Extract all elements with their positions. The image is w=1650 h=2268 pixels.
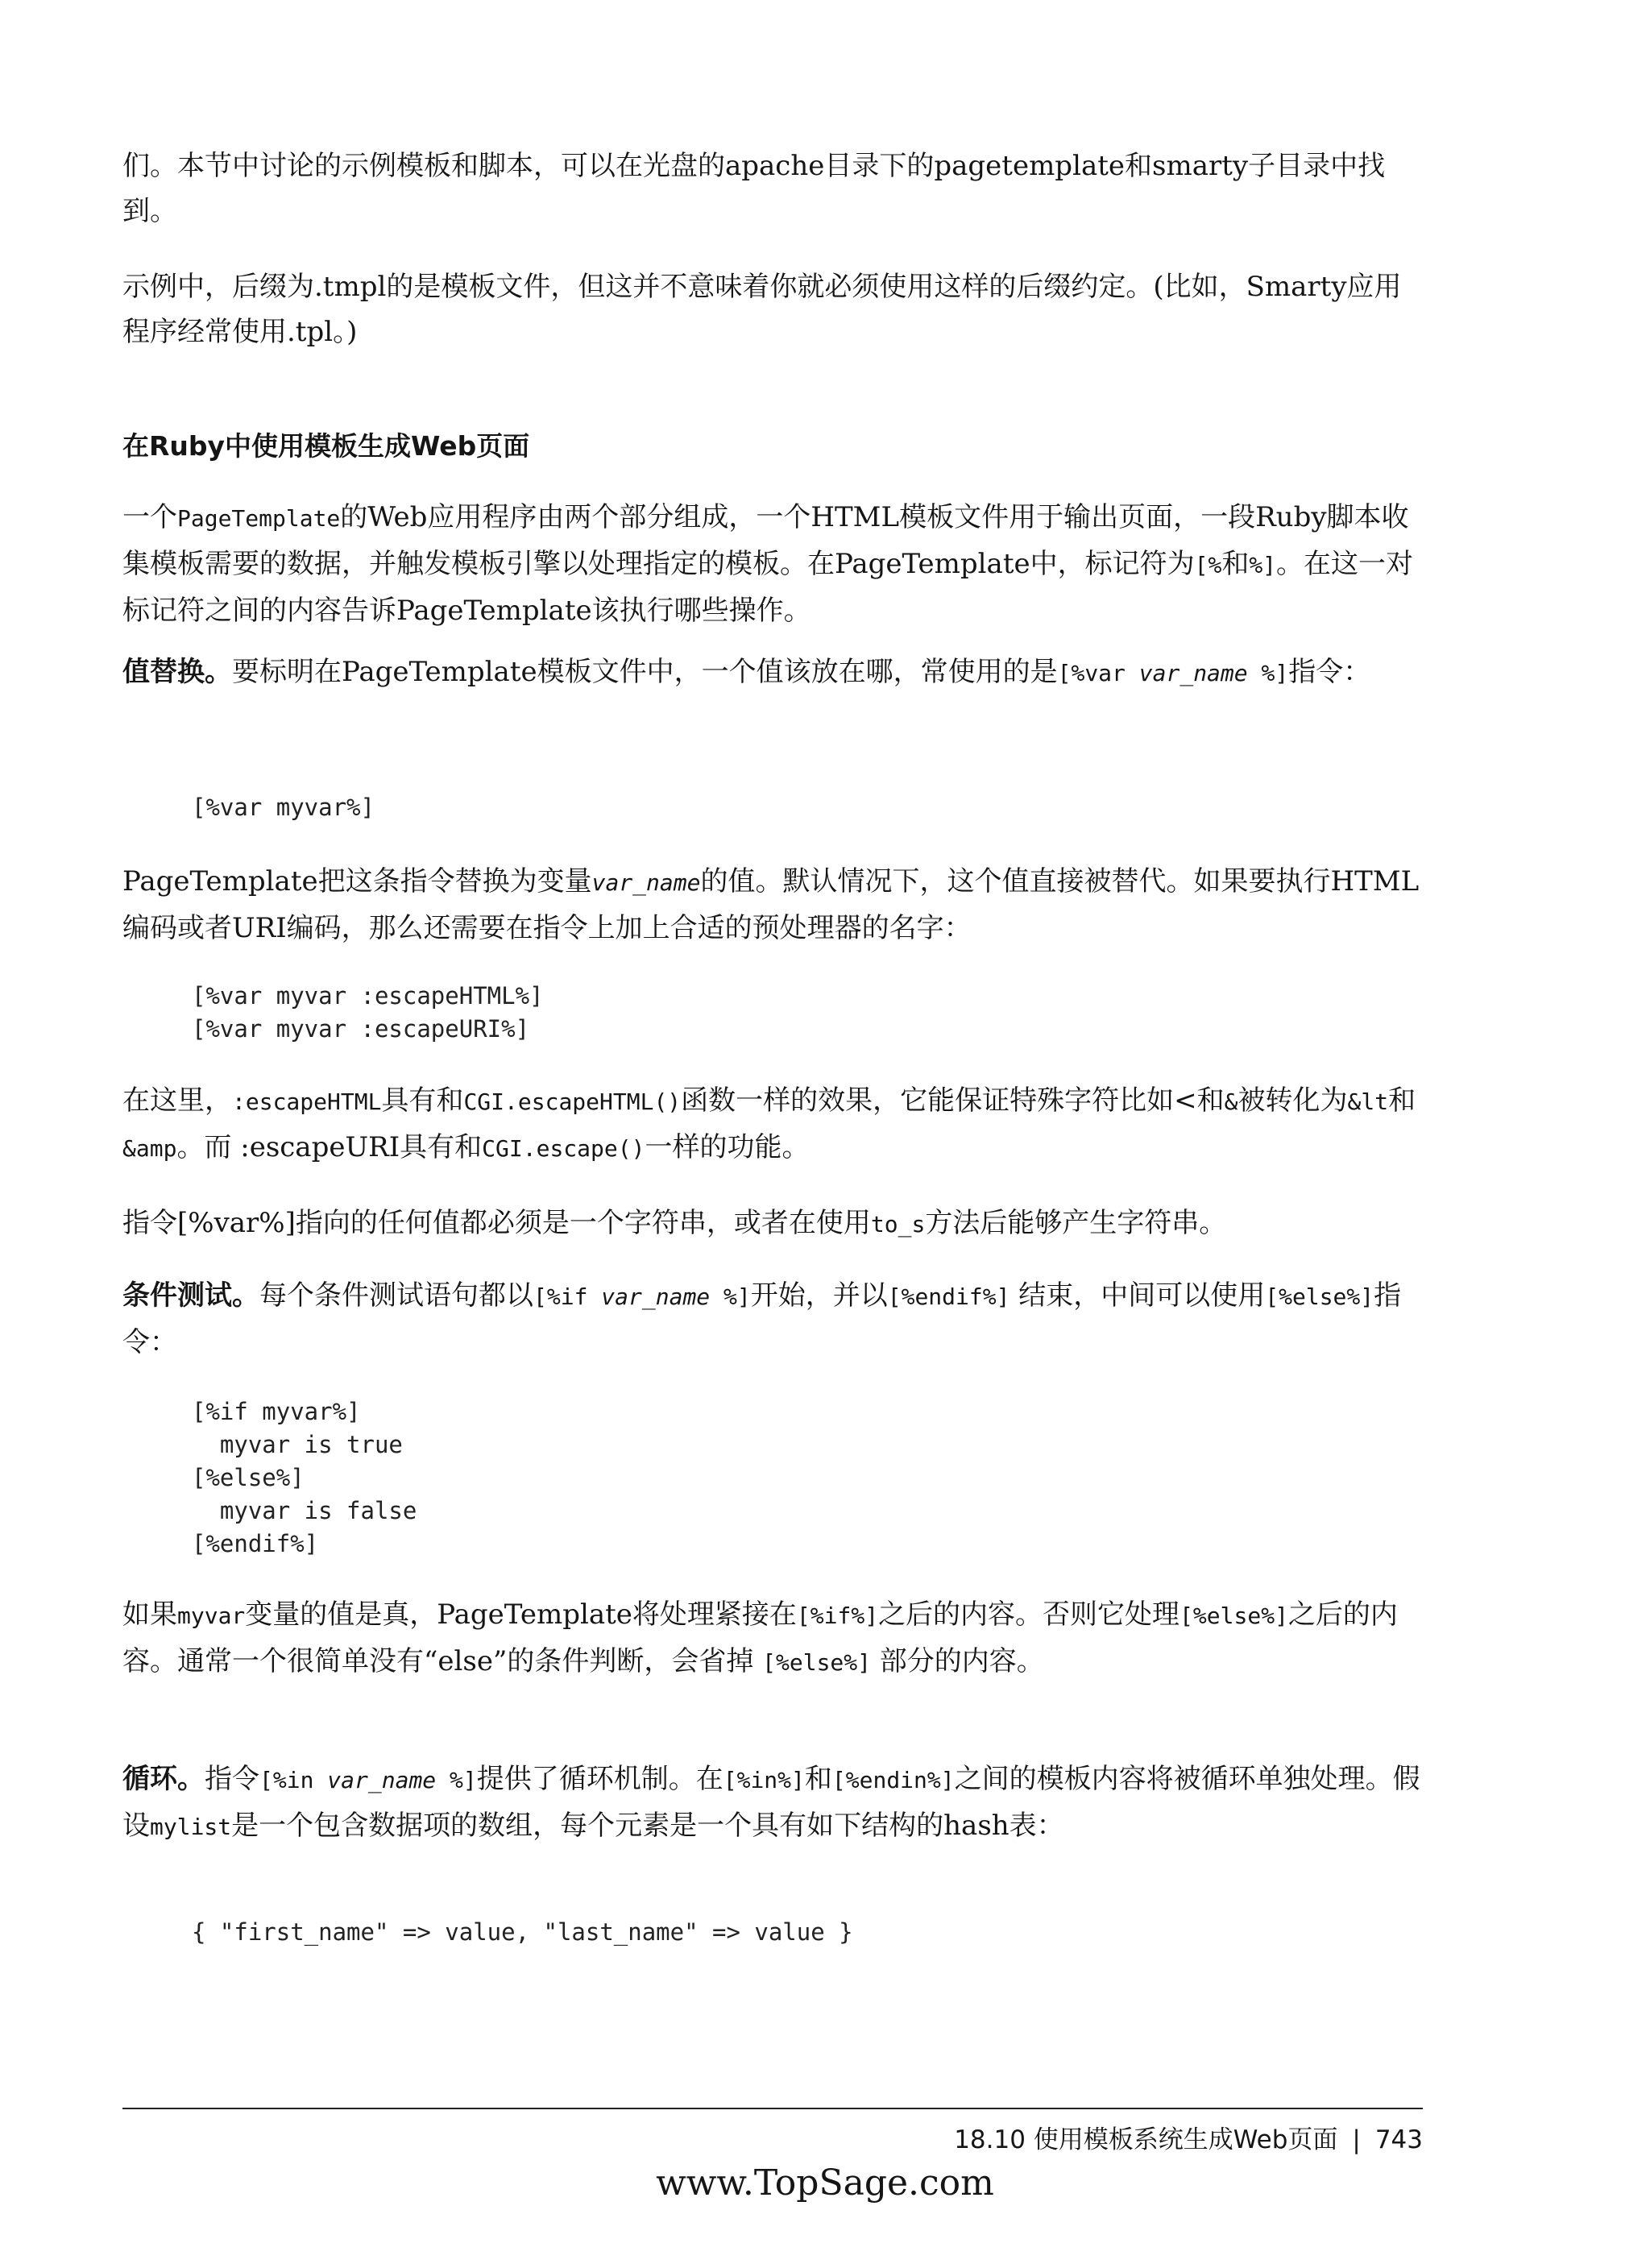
- paragraph-9: 如果myvar变量的值是真，PageTemplate将处理紧接在[%if%]之后的内容。否则它处理[%else%]之后的内容。通常一个很简单没有“else”的条件判断，会省掉 [%else%] 部分的内容。: [122, 1598, 1398, 1677]
- website-watermark: www.TopSage.com: [656, 2162, 994, 2204]
- paragraph-3: 一个PageTemplate的Web应用程序由两个部分组成，一个HTML模板文件用于输出页面，一段Ruby脚本收集模板需要的数据，并触发模板引擎以处理指定的模板。在PageTemplate中，标记符为[%和%]。在这一对标记符之间的内容告诉PageTemplate该执行哪些操作。: [122, 501, 1414, 627]
- code-block-if: [%if myvar%] myvar is true [%else%] myvar is false [%endif%]: [192, 1398, 417, 1557]
- code-block-escape: [%var myvar :escapeHTML%] [%var myvar :escapeURI%]: [192, 982, 544, 1043]
- paragraph-conditional: 条件测试。每个条件测试语句都以[%if var_name %]开始，并以[%endif%] 结束，中间可以使用[%else%]指令：: [122, 1279, 1402, 1358]
- page-number: 743: [1374, 2125, 1423, 2154]
- paragraph-1: 们。本节中讨论的示例模板和脚本，可以在光盘的apache目录下的pagetemplate和smarty子目录中找到。: [122, 150, 1386, 227]
- paragraph-6: 在这里，:escapeHTML具有和CGI.escapeHTML()函数一样的效果，它能保证特殊字符比如<和&被转化为&lt和&amp。而 :escapeURI具有和CGI.escape()一样的功能。: [122, 1084, 1416, 1163]
- page-footer: [954, 2119, 1423, 2155]
- footer-section-title: 18.10 使用模板系统生成Web页面: [954, 2125, 1338, 2154]
- footer-rule: [122, 2108, 1423, 2109]
- paragraph-loop: 循环。指令[%in var_name %]提供了循环机制。在[%in%]和[%endin%]之间的模板内容将被循环单独处理。假设mylist是一个包含数据项的数组，每个元素是一个具有如下结构的hash表：: [122, 1763, 1420, 1842]
- paragraph-value-substitution: 值替换。要标明在PageTemplate模板文件中，一个值该放在哪，常使用的是[%var var_name %]指令：: [122, 656, 1371, 688]
- paragraph-5: PageTemplate把这条指令替换为变量var_name的值。默认情况下，这个值直接被替代。如果要执行HTML编码或者URI编码，那么还需要在指令上加上合适的预处理器的名字：: [122, 865, 1420, 944]
- section-heading: 在Ruby中使用模板生成Web页面: [122, 430, 530, 462]
- footer-separator: |: [1352, 2125, 1361, 2154]
- code-block-var: [%var myvar%]: [192, 794, 375, 821]
- code-block-hash: { "first_name" => value, "last_name" => value }: [192, 1918, 853, 1946]
- paragraph-7: 指令[%var%]指向的任何值都必须是一个字符串，或者在使用to_s方法后能够产生字符串。: [122, 1207, 1227, 1239]
- paragraph-2: 示例中，后缀为.tmpl的是模板文件，但这并不意味着你就必须使用这样的后缀约定。(比如，Smarty应用程序经常使用.tpl。): [122, 271, 1402, 348]
